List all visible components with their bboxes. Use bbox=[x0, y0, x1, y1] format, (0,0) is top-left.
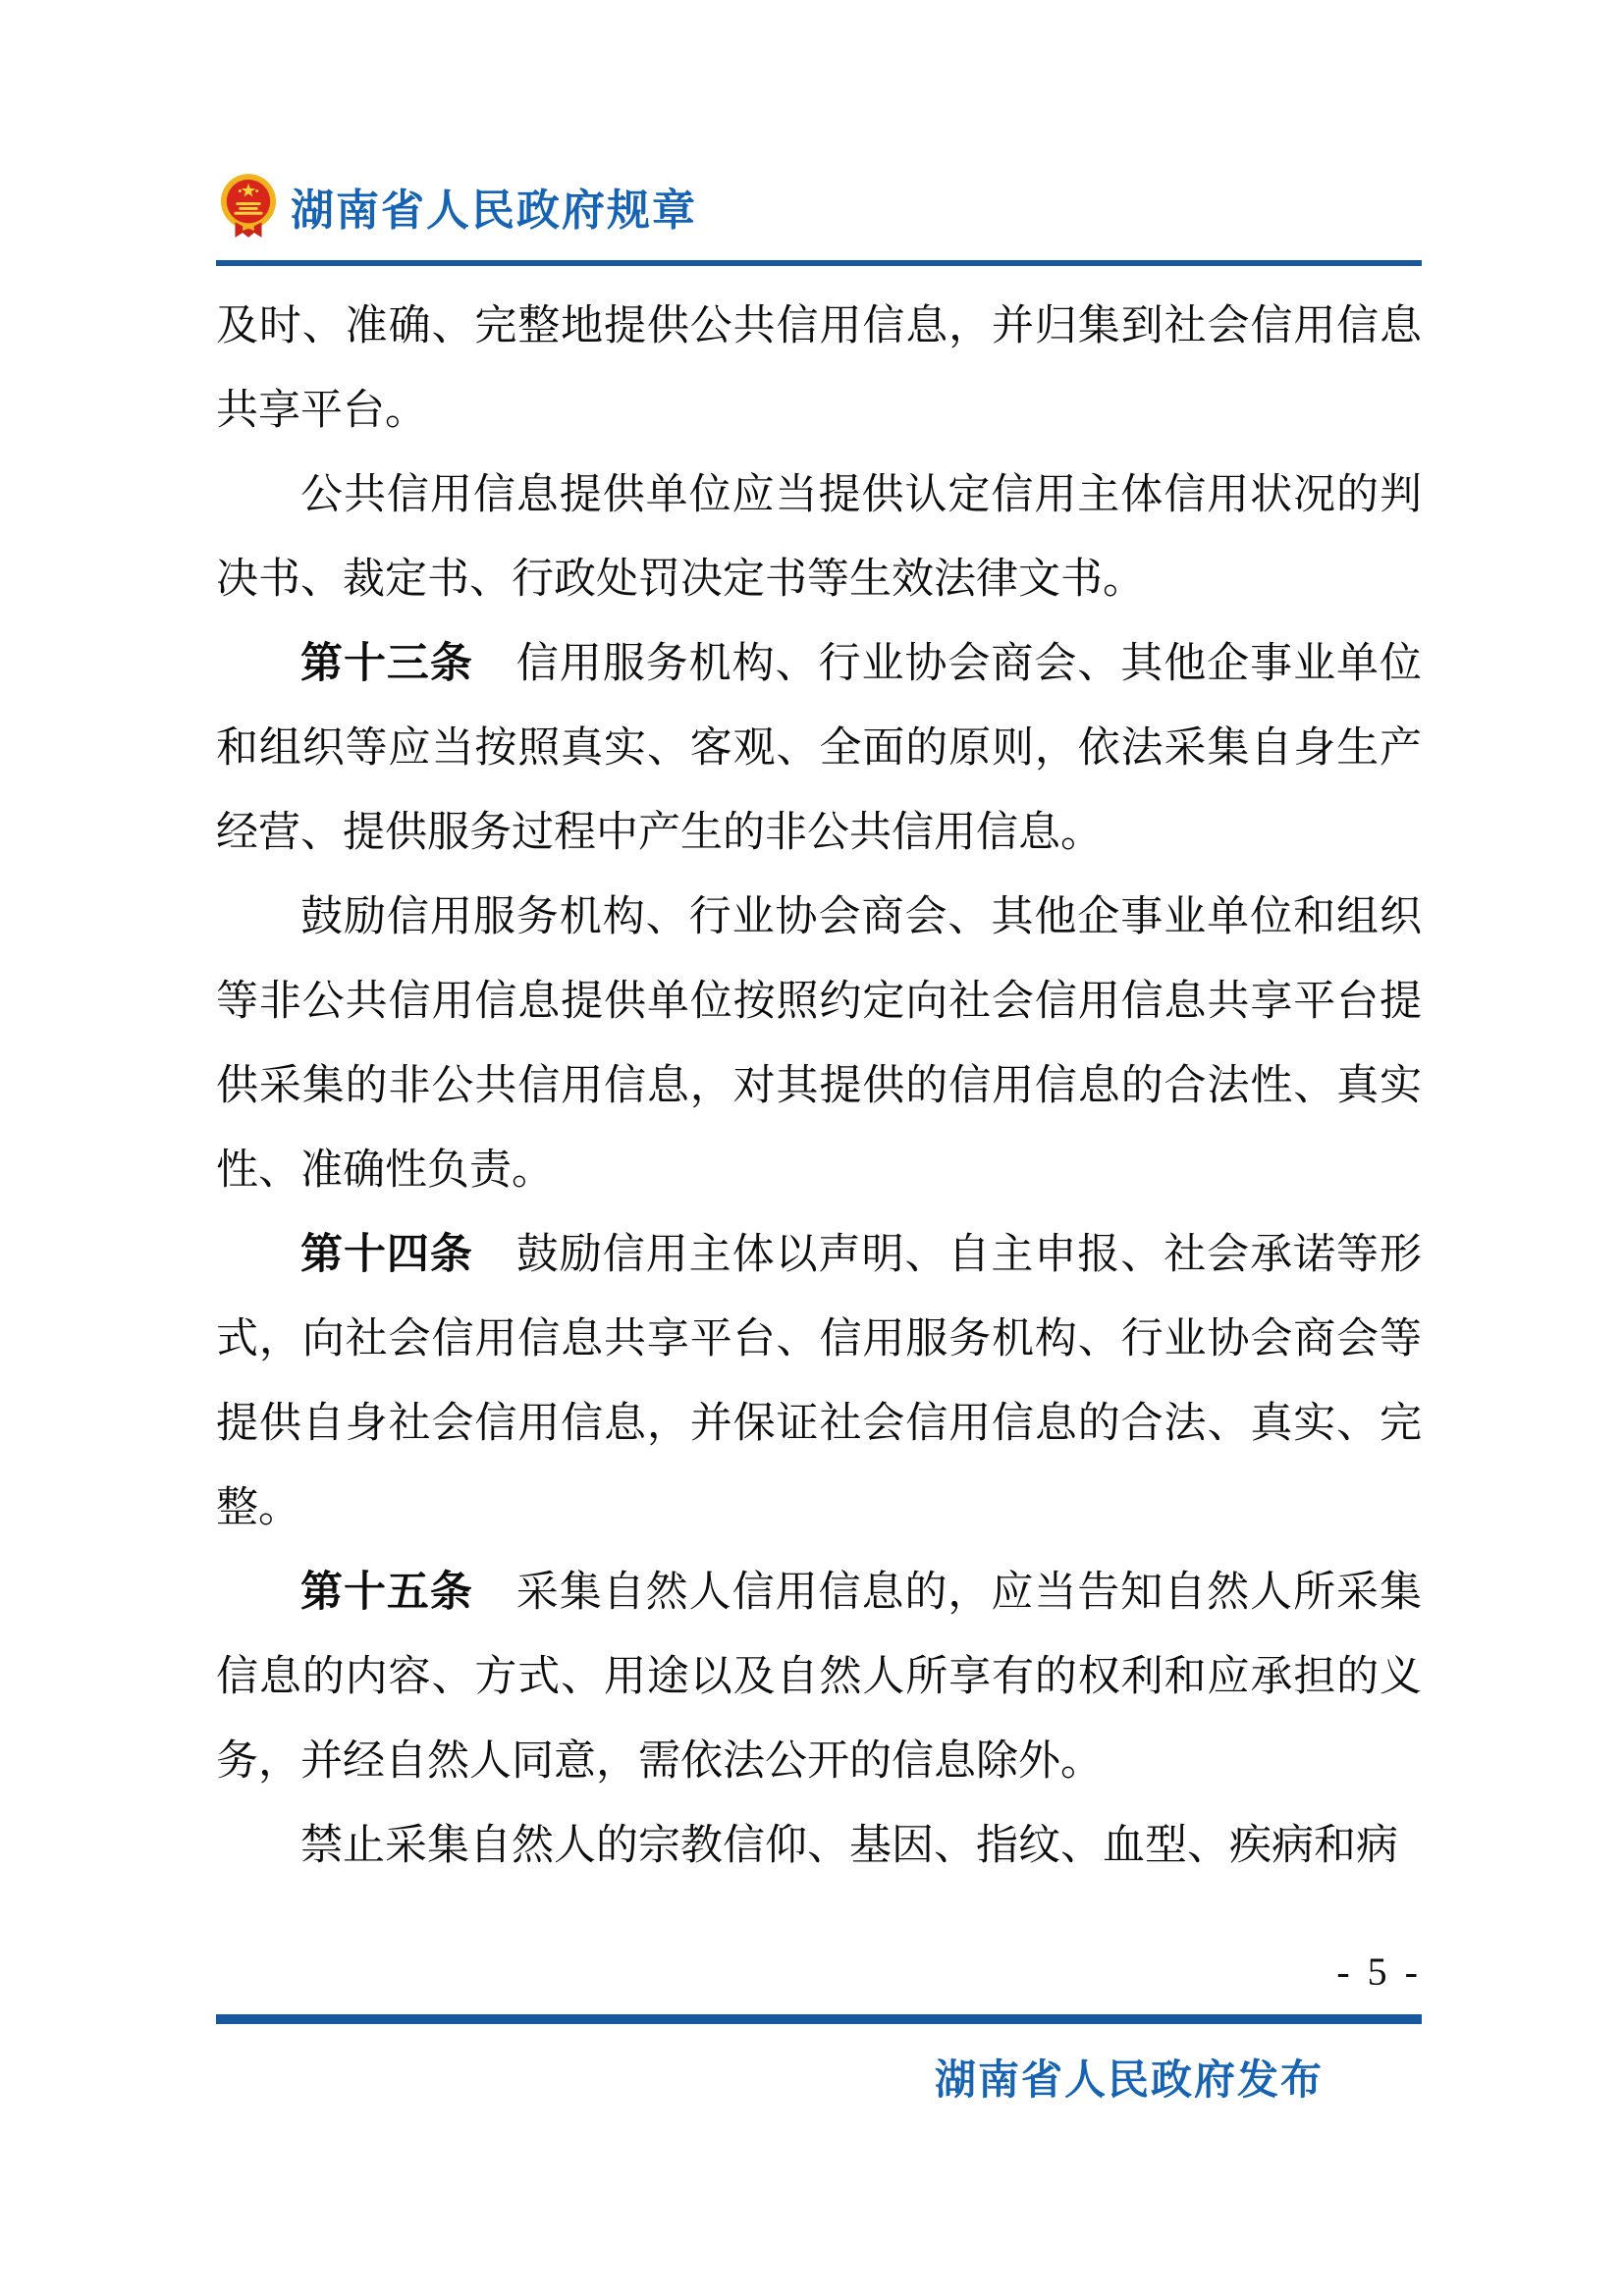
paragraph: 禁止采集自然人的宗教信仰、基因、指纹、血型、疾病和病 bbox=[300, 1823, 1398, 1869]
national-emblem-icon bbox=[220, 173, 277, 240]
paragraph: 公共信用信息提供单位应当提供认定信用主体信用状况的判决书、裁定书、行政处罚决定书等生效法律文书。 bbox=[216, 472, 1422, 603]
header-rule bbox=[216, 260, 1422, 266]
footer-rule bbox=[216, 2014, 1422, 2024]
paragraph: 第十四条 鼓励信用主体以声明、自主申报、社会承诺等形式，向社会信用信息共享平台、信用服务机构、行业协会商会等提供自身社会信用信息，并保证社会信用信息的合法、真实、完整。 bbox=[216, 1232, 1423, 1531]
document-header bbox=[220, 173, 697, 240]
header-title: 湖南省人民政府规章 bbox=[291, 187, 697, 235]
publisher-label: 湖南省人民政府发布 bbox=[934, 2058, 1324, 2104]
article-number: 第十四条 bbox=[300, 1232, 473, 1278]
page-number: - 5 - bbox=[1336, 1949, 1422, 1994]
article-number: 第十五条 bbox=[300, 1570, 473, 1616]
document-body bbox=[216, 285, 1422, 1889]
paragraph: 第十三条 信用服务机构、行业协会商会、其他企事业单位和组织等应当按照真实、客观、全面的原则，依法采集自身生产经营、提供服务过程中产生的非公共信用信息。 bbox=[216, 641, 1423, 856]
paragraph: 鼓励信用服务机构、行业协会商会、其他企事业单位和组织等非公共信用信息提供单位按照约定向社会信用信息共享平台提供采集的非公共信用信息，对其提供的信用信息的合法性、真实性、准确性负责。 bbox=[216, 894, 1422, 1194]
paragraph: 第十五条 采集自然人信用信息的，应当告知自然人所采集信息的内容、方式、用途以及自然人所享有的权利和应承担的义务，并经自然人同意，需依法公开的信息除外。 bbox=[216, 1570, 1423, 1785]
paragraph: 及时、准确、完整地提供公共信用信息，并归集到社会信用信息共享平台。 bbox=[216, 303, 1422, 434]
article-number: 第十三条 bbox=[300, 641, 473, 687]
